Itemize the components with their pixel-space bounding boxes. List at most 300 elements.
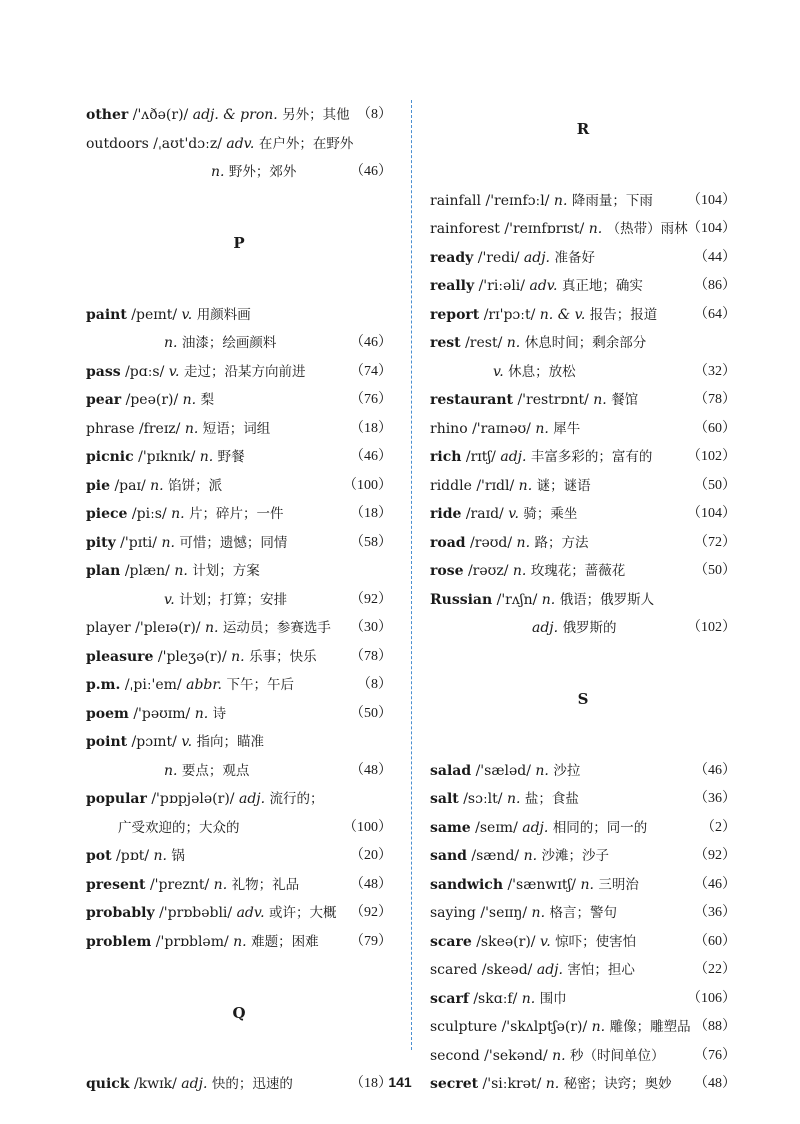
pronunciation: /sɔːlt/ xyxy=(463,791,503,807)
part-of-speech: n. xyxy=(213,876,228,893)
definition: 馅饼；派 xyxy=(168,477,223,494)
headword: rainforest xyxy=(430,221,500,237)
headword: rich xyxy=(430,449,462,465)
definition: 惊吓；使害怕 xyxy=(555,933,637,950)
entry-row xyxy=(430,187,736,216)
definition: 可惜；遗憾；同情 xyxy=(179,534,288,551)
part-of-speech: v. xyxy=(508,506,519,522)
column-divider xyxy=(411,100,412,1050)
page-ref: （20） xyxy=(350,848,392,863)
pronunciation: /peə(r)/ xyxy=(125,392,179,408)
definition: 难题；困难 xyxy=(251,933,319,950)
page-ref: （102） xyxy=(687,620,736,635)
headword: phrase xyxy=(86,420,135,437)
entry-row xyxy=(86,101,392,130)
page-ref: （74） xyxy=(350,363,392,379)
page-ref: （88） xyxy=(694,1019,736,1034)
definition: 真正地；确实 xyxy=(561,278,643,294)
headword: rest xyxy=(430,335,461,351)
part-of-speech: adj. xyxy=(522,819,549,836)
headword: second xyxy=(430,1047,480,1064)
entry-row xyxy=(86,443,392,472)
headword: pass xyxy=(86,363,121,380)
entry-row xyxy=(86,928,392,957)
definition: 害怕；担心 xyxy=(567,962,635,978)
part-of-speech: v. xyxy=(164,591,175,608)
definition: （热带）雨林 xyxy=(606,221,688,237)
definition: 下午；午后 xyxy=(226,677,294,693)
section-letter: S xyxy=(577,690,589,708)
part-of-speech: n. xyxy=(552,1047,566,1064)
definition: 梨 xyxy=(200,392,215,408)
section-letter: Q xyxy=(232,1003,246,1022)
page-ref: （46） xyxy=(350,449,392,464)
entry-row xyxy=(430,500,736,529)
entry-row xyxy=(430,586,736,615)
part-of-speech: n. xyxy=(199,449,214,465)
headword: riddle xyxy=(430,477,472,494)
entry-row xyxy=(86,671,392,700)
entry-row xyxy=(86,500,392,529)
pronunciation: /'rɪdl/ xyxy=(476,477,515,494)
page-ref: （50） xyxy=(694,563,736,578)
headword: road xyxy=(430,534,466,551)
headword: scared xyxy=(430,962,478,978)
definition: 要点；观点 xyxy=(181,762,250,779)
headword: point xyxy=(86,734,128,750)
definition: 秒（时间单位） xyxy=(570,1047,665,1064)
definition: 锅 xyxy=(171,848,185,864)
part-of-speech: adj. xyxy=(536,962,563,978)
page-ref: （64） xyxy=(694,306,736,322)
spacer xyxy=(86,956,392,985)
section-letter: P xyxy=(233,234,245,252)
entry-row xyxy=(86,871,392,900)
definition: 休息；放松 xyxy=(508,363,576,380)
entry-row xyxy=(430,871,736,900)
page-ref: （44） xyxy=(694,249,736,265)
definition: 油漆；绘画颜料 xyxy=(181,335,277,351)
headword: restaurant xyxy=(430,392,513,408)
part-of-speech: n. xyxy=(164,335,178,351)
pronunciation: /'seɪɪŋ/ xyxy=(480,905,528,921)
entry-row xyxy=(430,1042,736,1071)
definition: 礼物；礼品 xyxy=(231,876,300,893)
definition: 准备好 xyxy=(554,249,595,266)
pronunciation: /rest/ xyxy=(465,335,503,351)
headword: secret xyxy=(430,1076,479,1092)
page-ref: （36） xyxy=(694,905,736,920)
page-ref: （104） xyxy=(687,192,736,208)
part-of-speech: n. xyxy=(211,164,225,180)
entry-row xyxy=(430,842,736,871)
headword: rainfall xyxy=(430,192,482,209)
page-ref: （102） xyxy=(687,449,736,464)
part-of-speech: v. xyxy=(168,363,180,380)
pronunciation: /'pleʒə(r)/ xyxy=(157,648,227,665)
pronunciation: /'siːkrət/ xyxy=(482,1076,542,1092)
entry-row xyxy=(86,842,392,871)
right-column xyxy=(430,101,736,1099)
headword: poem xyxy=(86,705,129,722)
headword: quick xyxy=(86,1076,130,1092)
pronunciation: /paɪ/ xyxy=(114,477,146,494)
part-of-speech: n. xyxy=(233,933,247,950)
pronunciation: /'pleɪə(r)/ xyxy=(135,620,201,636)
headword: player xyxy=(86,620,131,636)
headword: picnic xyxy=(86,449,134,465)
spacer xyxy=(86,272,392,301)
page-ref: （100） xyxy=(343,477,392,493)
part-of-speech: n. xyxy=(184,420,199,437)
page-ref: （60） xyxy=(694,420,736,436)
headword: scarf xyxy=(430,990,469,1007)
part-of-speech: n. xyxy=(231,648,245,665)
entry-row xyxy=(86,700,392,729)
part-of-speech: n. xyxy=(174,563,188,579)
definition: 休息时间；剩余部分 xyxy=(524,335,647,351)
entry-continuation xyxy=(86,329,392,358)
section-letter: R xyxy=(576,120,590,138)
headword: pot xyxy=(86,848,112,864)
entry-row xyxy=(430,386,736,415)
pronunciation: /pɔɪnt/ xyxy=(131,734,177,750)
pronunciation: /'pɪti/ xyxy=(120,534,157,551)
part-of-speech: v. xyxy=(181,306,193,323)
definition: 降雨量；下雨 xyxy=(571,192,653,209)
pronunciation: /skeə(r)/ xyxy=(476,933,536,950)
headword: sand xyxy=(430,848,467,864)
part-of-speech: adj. xyxy=(532,620,559,636)
entry-continuation xyxy=(430,614,736,643)
page-ref: （86） xyxy=(694,278,736,293)
part-of-speech: n. xyxy=(593,392,607,408)
definition: 玫瑰花；蔷薇花 xyxy=(530,563,626,579)
headword: p.m. xyxy=(86,677,121,693)
part-of-speech: n. xyxy=(506,791,521,807)
definition: 或许；大概 xyxy=(269,905,337,921)
pronunciation: /'pɒpjələ(r)/ xyxy=(151,791,235,807)
page-ref: （18） xyxy=(350,420,392,436)
page-ref: （76） xyxy=(350,392,392,407)
headword: saying xyxy=(430,905,476,921)
part-of-speech: adj. & pron. xyxy=(192,107,278,123)
headword: ride xyxy=(430,506,462,522)
part-of-speech: n. xyxy=(535,762,549,779)
pronunciation: /peɪnt/ xyxy=(131,306,178,323)
pronunciation: /'preznt/ xyxy=(149,876,210,893)
entry-continuation xyxy=(86,757,392,786)
page-ref: （36） xyxy=(694,791,736,806)
entry-continuation xyxy=(430,358,736,387)
definition: 指向；瞄准 xyxy=(196,734,265,750)
part-of-speech: v. xyxy=(493,363,504,380)
page-ref: （92） xyxy=(350,905,392,920)
part-of-speech: v. xyxy=(181,734,193,750)
part-of-speech: n. xyxy=(518,477,533,494)
definition: 秘密；诀窍；奥妙 xyxy=(563,1076,672,1092)
entry-row xyxy=(430,472,736,501)
part-of-speech: adj. xyxy=(238,791,266,807)
page-ref: （2） xyxy=(701,819,736,835)
pronunciation: /'pəʊɪm/ xyxy=(133,705,191,722)
entry-row xyxy=(86,529,392,558)
entry-row xyxy=(430,301,736,330)
page-ref: （18） xyxy=(350,1076,392,1091)
entry-row xyxy=(86,415,392,444)
definition: 乐事；快乐 xyxy=(249,648,317,665)
pronunciation: /seɪm/ xyxy=(475,819,518,836)
page-ref: （78） xyxy=(694,392,736,407)
definition: 计划；打算；安排 xyxy=(179,591,288,608)
part-of-speech: n. xyxy=(523,848,538,864)
entry-row xyxy=(430,329,736,358)
part-of-speech: adv. xyxy=(226,135,255,152)
pronunciation: /'ʌðə(r)/ xyxy=(132,107,189,123)
pronunciation: /'reɪnfɔːl/ xyxy=(485,192,550,209)
pronunciation: /rɪtʃ/ xyxy=(465,449,496,465)
part-of-speech: n. xyxy=(516,534,531,551)
pronunciation: /raɪd/ xyxy=(465,506,504,522)
page-ref: （8） xyxy=(357,677,392,692)
pronunciation: /'pɪknɪk/ xyxy=(138,449,196,465)
definition: 俄语；俄罗斯人 xyxy=(559,591,655,608)
part-of-speech: n. xyxy=(521,990,536,1007)
entry-row xyxy=(430,244,736,273)
part-of-speech: n. xyxy=(512,563,527,579)
pronunciation: /sænd/ xyxy=(471,848,520,864)
headword: salad xyxy=(430,762,472,779)
page-ref: （46） xyxy=(350,164,392,179)
pronunciation: /pɑːs/ xyxy=(125,363,165,380)
page-ref: （46） xyxy=(350,335,392,350)
part-of-speech: n. xyxy=(204,620,219,636)
definition: 犀牛 xyxy=(553,420,581,437)
definition: 报告；报道 xyxy=(589,306,658,323)
part-of-speech: adv. xyxy=(236,905,265,921)
page-ref: （46） xyxy=(694,876,736,892)
page-ref: （50） xyxy=(694,477,736,493)
entry-row xyxy=(430,557,736,586)
definition: 野外；郊外 xyxy=(228,164,297,180)
entry-row xyxy=(86,728,392,757)
headword: Russian xyxy=(430,591,493,608)
definition: 快的；迅速的 xyxy=(211,1076,293,1092)
headword: pity xyxy=(86,534,116,551)
pronunciation: /'skʌlptʃə(r)/ xyxy=(501,1019,588,1035)
headword: rhino xyxy=(430,420,468,437)
page-ref: （18） xyxy=(350,506,392,521)
definition: 路；方法 xyxy=(534,534,589,551)
entry-row xyxy=(430,415,736,444)
definition: 野餐 xyxy=(217,449,245,465)
part-of-speech: n. xyxy=(164,762,178,779)
entry-row xyxy=(86,643,392,672)
entry-row xyxy=(86,358,392,387)
definition: 丰富多彩的；富有的 xyxy=(530,449,653,465)
pronunciation: /'sænwɪtʃ/ xyxy=(507,876,576,893)
definition: 围巾 xyxy=(539,990,567,1007)
pronunciation: /skɑːf/ xyxy=(473,990,518,1007)
page-ref: （78） xyxy=(350,648,392,664)
page-ref: （58） xyxy=(350,534,392,550)
headword: really xyxy=(430,278,475,294)
part-of-speech: adv. xyxy=(529,278,558,294)
entry-row xyxy=(430,443,736,472)
definition: 三明治 xyxy=(598,876,639,893)
part-of-speech: n. xyxy=(194,705,209,722)
pronunciation: /'prɒbəbli/ xyxy=(159,905,233,921)
pronunciation: /'raɪnəʊ/ xyxy=(472,420,531,437)
page-ref: （92） xyxy=(350,591,392,607)
entry-continuation xyxy=(86,158,392,187)
definition: 沙拉 xyxy=(553,762,581,779)
page-ref: （104） xyxy=(687,221,736,236)
part-of-speech: n. xyxy=(171,506,185,522)
definition: 短语；词组 xyxy=(202,420,271,437)
definition: 在户外；在野外 xyxy=(258,135,354,152)
headword: rose xyxy=(430,563,464,579)
entry-row xyxy=(86,386,392,415)
headword: piece xyxy=(86,506,128,522)
entry-row xyxy=(430,928,736,957)
page-ref: （48） xyxy=(350,762,392,778)
entry-row xyxy=(86,614,392,643)
definition: 用颜料画 xyxy=(196,306,251,323)
page-ref: （60） xyxy=(694,933,736,949)
headword: pleasure xyxy=(86,648,154,665)
entry-row xyxy=(430,785,736,814)
headword: present xyxy=(86,876,146,893)
entry-continuation xyxy=(86,814,392,843)
definition: 另外；其他 xyxy=(282,107,350,123)
spacer xyxy=(430,158,736,187)
spacer xyxy=(86,1042,392,1071)
pronunciation: /'restrɒnt/ xyxy=(517,392,589,408)
page-ref: （72） xyxy=(694,534,736,550)
entry-row xyxy=(430,529,736,558)
part-of-speech: adj. xyxy=(500,449,527,465)
entry-row xyxy=(86,785,392,814)
pronunciation: /rəʊz/ xyxy=(467,563,509,579)
part-of-speech: n. xyxy=(153,848,167,864)
page-ref: （106） xyxy=(687,990,736,1006)
entry-row xyxy=(430,956,736,985)
definition: 俄罗斯的 xyxy=(562,620,617,636)
headword: report xyxy=(430,306,480,323)
entry-row xyxy=(86,301,392,330)
pronunciation: /piːs/ xyxy=(131,506,167,522)
part-of-speech: n. xyxy=(580,876,594,893)
pronunciation: /'reɪnfɒrɪst/ xyxy=(504,221,585,237)
pronunciation: /ˌaʊt'dɔːz/ xyxy=(153,135,222,152)
pronunciation: /'redi/ xyxy=(477,249,520,266)
page-ref: （92） xyxy=(694,848,736,863)
headword: probably xyxy=(86,905,155,921)
pronunciation: /'sæləd/ xyxy=(475,762,531,779)
entry-row xyxy=(430,985,736,1014)
pronunciation: /'prɒbləm/ xyxy=(155,933,229,950)
headword: pie xyxy=(86,477,111,494)
pronunciation: /freɪz/ xyxy=(138,420,181,437)
page-ref: （76） xyxy=(694,1047,736,1063)
definition: 骑；乘坐 xyxy=(523,506,578,522)
page-ref: （46） xyxy=(694,762,736,778)
pronunciation: /ˌpiː'em/ xyxy=(124,677,182,693)
pronunciation: /rɪ'pɔːt/ xyxy=(483,306,536,323)
page-ref: （32） xyxy=(694,363,736,379)
pronunciation: /'riːəli/ xyxy=(478,278,526,294)
page-ref: （48） xyxy=(694,1076,736,1091)
page-ref: （8） xyxy=(357,107,392,122)
headword: scare xyxy=(430,933,472,950)
pronunciation: /'rʌʃn/ xyxy=(496,591,538,608)
spacer xyxy=(430,643,736,672)
entry-row xyxy=(430,757,736,786)
entry-row xyxy=(430,272,736,301)
headword: same xyxy=(430,819,471,836)
spacer xyxy=(86,187,392,216)
headword: ready xyxy=(430,249,474,266)
part-of-speech: n. xyxy=(506,335,521,351)
part-of-speech: adj. xyxy=(523,249,550,266)
pronunciation: /rəʊd/ xyxy=(470,534,513,551)
pronunciation: /kwɪk/ xyxy=(133,1076,177,1092)
entry-row xyxy=(86,472,392,501)
part-of-speech: n. xyxy=(531,905,546,921)
definition: 诗 xyxy=(212,705,227,722)
definition: 雕像；雕塑品 xyxy=(609,1019,691,1035)
part-of-speech: n. xyxy=(182,392,197,408)
headword: other xyxy=(86,107,129,123)
part-of-speech: abbr. xyxy=(186,677,222,693)
page-ref: （48） xyxy=(350,876,392,892)
page-ref: （79） xyxy=(350,933,392,949)
definition: 格言；警句 xyxy=(549,905,617,921)
pronunciation: /pɒt/ xyxy=(116,848,150,864)
entry-row xyxy=(430,1013,736,1042)
part-of-speech: n. xyxy=(591,1019,606,1035)
definition: 计划；方案 xyxy=(192,563,260,579)
part-of-speech: adj. xyxy=(181,1076,208,1092)
definition: 盐；食盐 xyxy=(524,791,579,807)
pronunciation: /skeəd/ xyxy=(481,962,533,978)
entry-row xyxy=(430,899,736,928)
pronunciation: /plæn/ xyxy=(124,563,170,579)
page-ref: （50） xyxy=(350,705,392,721)
page-ref: （104） xyxy=(687,506,736,521)
headword: salt xyxy=(430,791,459,807)
entry-row xyxy=(86,130,392,159)
left-column xyxy=(86,101,392,1099)
page-ref: （30） xyxy=(350,620,392,635)
definition: 片；碎片；一件 xyxy=(189,506,284,522)
headword: sculpture xyxy=(430,1019,498,1035)
entry-row xyxy=(430,814,736,843)
part-of-speech: n. xyxy=(553,192,568,209)
page-ref: （22） xyxy=(694,962,736,977)
part-of-speech: n. xyxy=(535,420,549,437)
definition: 走过；沿某方向前进 xyxy=(183,363,306,380)
headword: sandwich xyxy=(430,876,503,893)
headword: popular xyxy=(86,791,147,807)
headword: pear xyxy=(86,392,122,408)
part-of-speech: n. xyxy=(588,221,603,237)
definition: 沙滩；沙子 xyxy=(541,848,610,864)
entry-row xyxy=(86,557,392,586)
part-of-speech: n. xyxy=(161,534,175,551)
definition: 谜；谜语 xyxy=(536,477,591,494)
